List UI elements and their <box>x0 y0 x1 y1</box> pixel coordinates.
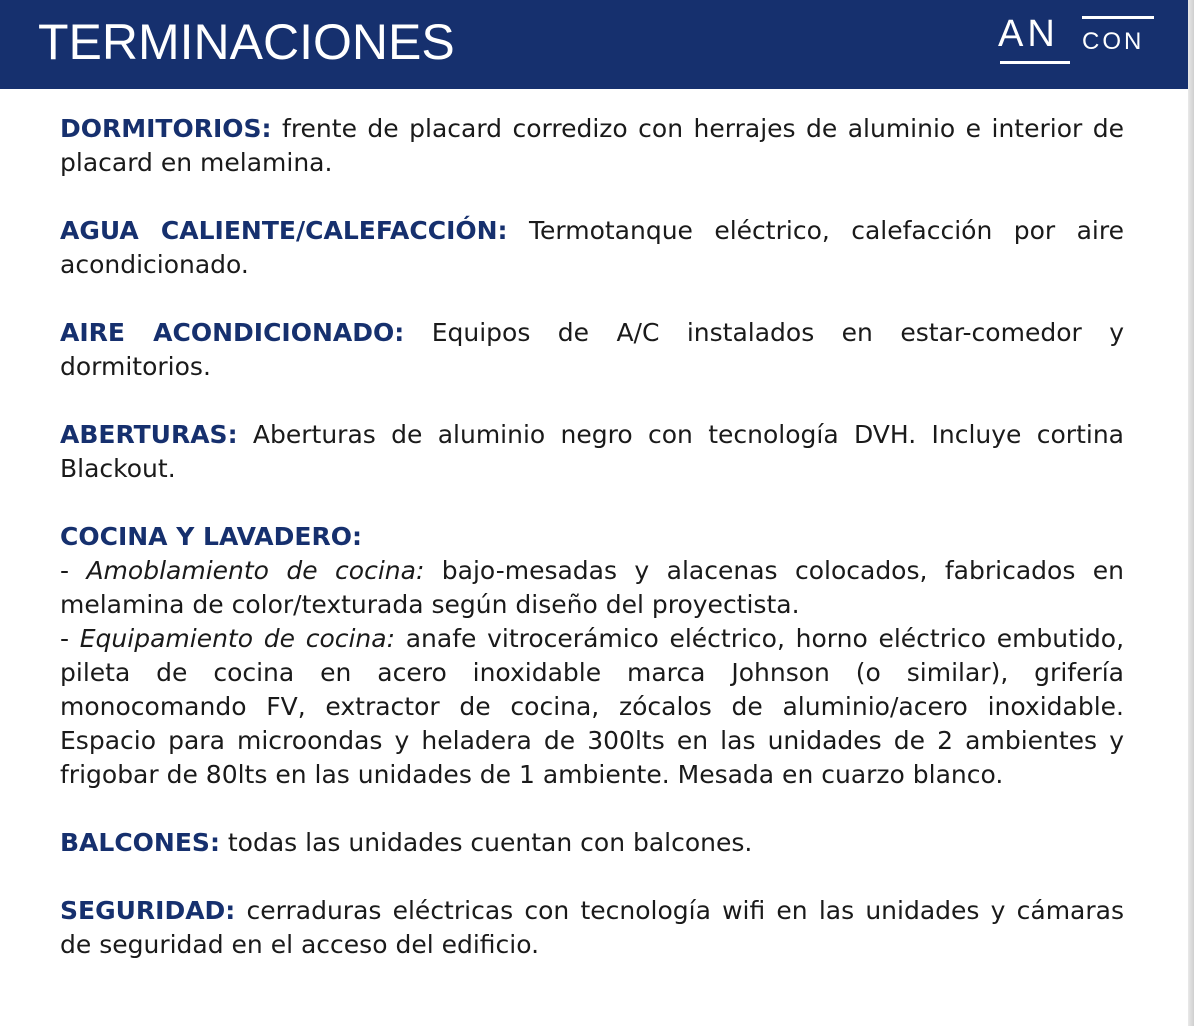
section-seguridad <box>60 894 1124 962</box>
page-edge-shadow <box>1188 0 1194 1026</box>
section-label: AIRE ACONDICIONADO: <box>60 318 405 347</box>
list-item <box>60 554 1124 622</box>
section-label: ABERTURAS: <box>60 420 238 449</box>
item-prefix: - <box>60 624 80 653</box>
section-text: todas las unidades cuentan con balcones. <box>219 828 753 857</box>
section-balcones <box>60 826 1124 860</box>
logo-an-text: AN <box>998 13 1059 55</box>
section-cocina-lavadero <box>60 520 1124 792</box>
brand-logo <box>998 14 1158 66</box>
item-text: bajo-mesadas y alacenas colocados, fabricados en melamina de color/texturada según diseño del proyectista. <box>60 556 1124 619</box>
logo-con-text: CON <box>1082 28 1145 55</box>
page-title: TERMINACIONES <box>38 14 455 70</box>
logo-underline <box>1000 61 1070 64</box>
document-body <box>60 112 1124 996</box>
section-text: Aberturas de aluminio negro con tecnología DVH. Incluye cortina Blackout. <box>60 420 1124 483</box>
item-text: anafe vitrocerámico eléctrico, horno eléctrico embutido, pileta de cocina en acero inoxidable marca Johnson (o similar), grifería monocomando FV, extractor de cocina, zócalos de aluminio/acero inoxidable. Espacio para microondas y heladera de 300lts en las unidades de 2 ambientes y frigobar de 80lts en las unidades de 1 ambiente. Mesada en cuarzo blanco. <box>60 624 1125 789</box>
section-aberturas <box>60 418 1124 486</box>
section-label: SEGURIDAD: <box>60 896 236 925</box>
item-prefix: - <box>60 556 87 585</box>
section-text: frente de placard corredizo con herrajes de aluminio e interior de placard en melamina. <box>60 114 1124 177</box>
section-label: AGUA CALIENTE/CALEFACCIÓN: <box>60 216 508 245</box>
section-text: Termotanque eléctrico, calefacción por aire acondicionado. <box>60 216 1124 279</box>
page-header <box>0 0 1188 89</box>
section-label: DORMITORIOS: <box>60 114 272 143</box>
section-label: COCINA Y LAVADERO: <box>60 522 362 551</box>
section-text: cerraduras eléctricas con tecnología wifi en las unidades y cámaras de seguridad en el acceso del edificio. <box>60 896 1124 959</box>
logo-overline <box>1082 16 1154 19</box>
section-text: Equipos de A/C instalados en estar-comedor y dormitorios. <box>60 318 1124 381</box>
list-item <box>60 622 1124 792</box>
section-agua-caliente <box>60 214 1124 282</box>
item-sub-label: Equipamiento de cocina: <box>79 624 396 653</box>
item-sub-label: Amoblamiento de cocina: <box>86 556 425 585</box>
section-dormitorios <box>60 112 1124 180</box>
section-aire-acondicionado <box>60 316 1124 384</box>
section-label: BALCONES: <box>60 828 220 857</box>
